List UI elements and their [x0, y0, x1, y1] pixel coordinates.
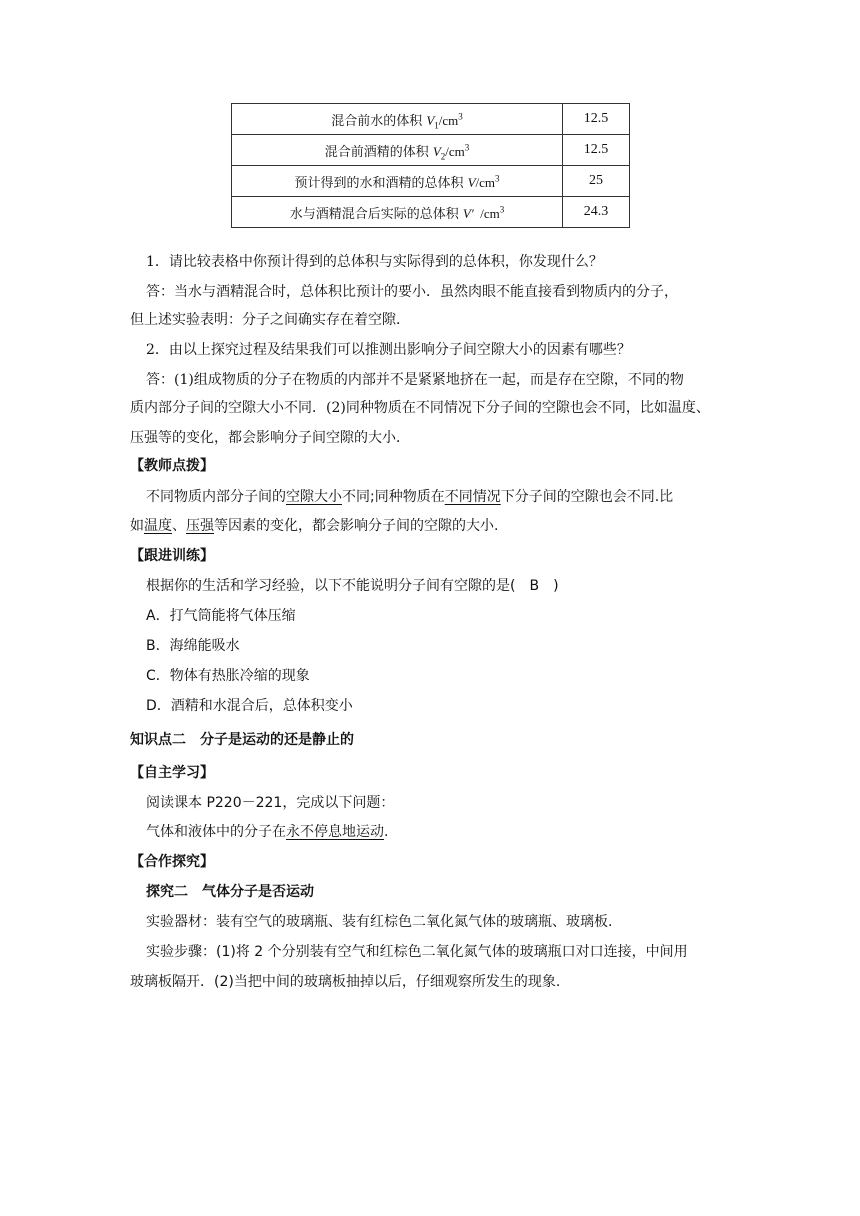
table-cell-value: 12.5 [563, 104, 630, 135]
table-cell-label: 预计得到的水和酒精的总体积 $V/cm^3$ [232, 166, 563, 197]
table-row [232, 197, 630, 228]
option-b: B．海绵能吸水 [146, 638, 240, 654]
explore-2-title: 探究二 气体分子是否运动 [146, 884, 314, 900]
option-d: D．酒精和水混合后，总体积变小 [146, 698, 353, 714]
table-cell-value: 12.5 [563, 135, 630, 166]
answer-1-line: 但上述实验表明：分子之间确实存在着空隙． [130, 312, 410, 328]
gas-liquid-statement: 气体和液体中的分子在永不停息地运动. [146, 824, 389, 840]
answer-blank: 空隙大小 [286, 489, 342, 505]
answer-2-line: 质内部分子间的空隙大小不同．(2)同种物质在不同情况下分子间的空隙也会不同，比如温度、 [130, 400, 710, 416]
self-study-heading: 【自主学习】 [130, 765, 214, 781]
follow-up-heading: 【跟进训练】 [130, 548, 214, 564]
answer-blank: 不同情况 [444, 489, 501, 505]
answer-1-line: 答：当水与酒精混合时，总体积比预计的要小．虽然肉眼不能直接看到物质内的分子， [146, 284, 678, 300]
table-cell-value: 25 [563, 166, 630, 197]
answer-blank: 压强 [186, 518, 214, 534]
answer-blank: 温度 [144, 518, 172, 534]
teacher-tips-heading: 【教师点拨】 [130, 458, 214, 474]
table-row [232, 104, 630, 135]
option-a: A．打气筒能将气体压缩 [146, 608, 296, 624]
cooperative-inquiry-heading: 【合作探究】 [130, 854, 214, 870]
volume-table [231, 103, 630, 228]
knowledge-point-2-heading: 知识点二 分子是运动的还是静止的 [130, 732, 354, 748]
answer-2-line: 答：(1)组成物质的分子在物质的内部并不是紧紧地挤在一起，而是存在空隙，不同的物 [146, 372, 684, 388]
question-1: 1．请比较表格中你预计得到的总体积与实际得到的总体积，你发现什么？ [146, 254, 603, 270]
option-c: C．物体有热胀冷缩的现象 [146, 668, 310, 684]
answer-blank: 永不停息地运动 [286, 824, 384, 840]
table-cell-label: 混合前水的体积 $V_1/cm^3$ [232, 104, 563, 135]
reading-instruction: 阅读课本 P220－221，完成以下问题： [146, 795, 395, 811]
question-2: 2．由以上探究过程及结果我们可以推测出影响分子间空隙大小的因素有哪些？ [146, 342, 631, 358]
equipment-line: 实验器材：装有空气的玻璃瓶、装有红棕色二氧化氮气体的玻璃瓶、玻璃板. [146, 914, 613, 930]
table-cell-label: 混合前酒精的体积 $V_2/cm^3$ [232, 135, 563, 166]
table-cell-label: 水与酒精混合后实际的总体积 V′ $/cm^3$ [232, 197, 563, 228]
table-cell-value: 24.3 [563, 197, 630, 228]
answer-2-line: 压强等的变化，都会影响分子间空隙的大小． [130, 430, 410, 446]
table-row [232, 135, 630, 166]
teacher-tips-line: 如温度、压强等因素的变化，都会影响分子间的空隙的大小. [130, 518, 499, 534]
steps-line: 玻璃板隔开．(2)当把中间的玻璃板抽掉以后，仔细观察所发生的现象. [130, 974, 561, 990]
follow-up-question: 根据你的生活和学习经验，以下不能说明分子间有空隙的是( B ) [146, 578, 559, 594]
table-row [232, 166, 630, 197]
steps-line: 实验步骤：(1)将 2 个分别装有空气和红棕色二氧化氮气体的玻璃瓶口对口连接，中间用 [146, 944, 688, 960]
teacher-tips-line: 不同物质内部分子间的空隙大小不同;同种物质在不同情况下分子间的空隙也会不同.比 [146, 489, 674, 505]
